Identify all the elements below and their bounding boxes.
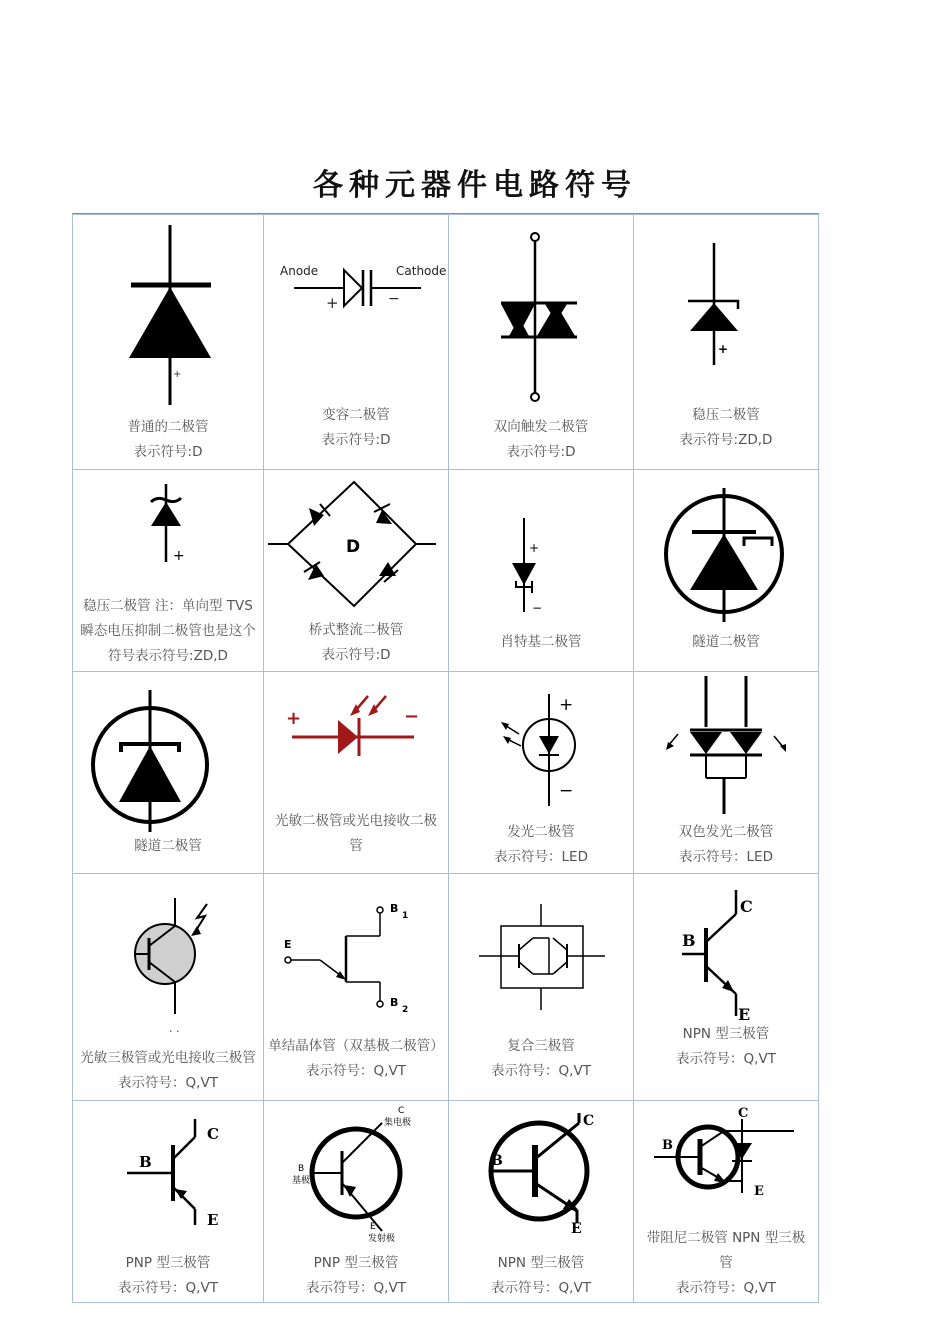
caption-line: 带阻尼二极管 NPN 型三极: [646, 1230, 806, 1246]
ordinary-diode-symbol: [73, 215, 263, 415]
cell-npn-damper: [634, 1101, 819, 1303]
svg-text:B: B: [139, 1153, 152, 1171]
caption-line: 双色发光二极管: [678, 824, 774, 840]
caption-line: 管: [349, 838, 363, 854]
cell-schottky-diode: [449, 470, 634, 672]
cell-zener-diode: [634, 215, 819, 470]
caption-line: 表示符号：Q,VT: [491, 1063, 591, 1079]
caption-line: 稳压二极管: [692, 407, 760, 423]
cell-photodiode: [264, 672, 449, 874]
caption-line: 表示符号：Q,VT: [491, 1280, 591, 1296]
led-symbol: [449, 672, 633, 822]
svg-text:B: B: [390, 996, 399, 1009]
cell-tvs-diode: [73, 470, 264, 672]
caption-line: 光敏三极管或光电接收三极管: [80, 1050, 256, 1066]
svg-text:. .: . .: [169, 1022, 180, 1035]
page-title: 各种元器件电路符号: [313, 168, 637, 203]
caption-line: 表示符号：LED: [494, 849, 588, 865]
caption-line: 肖特基二极管: [500, 634, 582, 650]
svg-text:发射极: 发射极: [368, 1234, 396, 1244]
cell-ordinary-diode: [73, 215, 264, 470]
varactor-diode-symbol: [264, 215, 448, 395]
tvs-diode-symbol: [73, 470, 263, 580]
cell-ujt: [264, 874, 449, 1101]
caption-line: 瞬态电压抑制二极管也是这个: [80, 623, 256, 639]
svg-text:Anode: Anode: [280, 264, 319, 278]
photodiode-symbol: [264, 672, 448, 782]
caption-line: 表示符号：Q,VT: [676, 1051, 776, 1067]
svg-text:E: E: [207, 1211, 219, 1229]
svg-text:−: −: [532, 601, 543, 615]
caption-line: 变容二极管: [322, 407, 390, 423]
caption-line: 隧道二极管: [134, 838, 202, 854]
caption-line: 表示符号:D: [133, 444, 203, 460]
caption-line: 表示符号：LED: [679, 849, 773, 865]
svg-text:+: +: [286, 708, 302, 729]
svg-text:+: +: [173, 369, 182, 380]
svg-text:B: B: [682, 931, 696, 950]
caption-line: 管: [719, 1255, 733, 1271]
pnp-transistor-symbol: [73, 1101, 263, 1251]
cell-npn-1: [634, 874, 819, 1101]
svg-text:C: C: [398, 1106, 405, 1116]
bridge-rectifier-symbol: [264, 470, 448, 620]
caption-line: 表示符号：Q,VT: [118, 1280, 218, 1296]
svg-text:+: +: [718, 342, 729, 356]
svg-text:E: E: [754, 1184, 764, 1199]
svg-text:2: 2: [402, 1005, 409, 1015]
cell-tunnel-diode-1: [634, 470, 819, 672]
npn-transistor-symbol: [449, 1101, 633, 1251]
svg-text:B: B: [662, 1138, 673, 1153]
tunnel-diode-symbol: [73, 672, 263, 832]
caption-line: 双向触发二极管: [493, 419, 589, 435]
caption-line: PNP 型三极管: [125, 1255, 211, 1271]
pnp-transistor-symbol: [264, 1101, 448, 1251]
cell-npn-2: [449, 1101, 634, 1303]
svg-text:E: E: [571, 1221, 582, 1237]
caption-line: 表示符号：Q,VT: [306, 1063, 406, 1079]
caption-line: 表示符号:D: [321, 432, 391, 448]
caption-line: 表示符号：Q,VT: [676, 1280, 776, 1296]
cell-led: [449, 672, 634, 874]
cell-pnp-1: [73, 1101, 264, 1303]
svg-text:C: C: [583, 1113, 595, 1129]
symbol-table: [72, 214, 819, 1303]
svg-text:E: E: [738, 1005, 751, 1024]
cell-darlington: [449, 874, 634, 1101]
caption-line: PNP 型三极管: [313, 1255, 399, 1271]
svg-text:−: −: [559, 781, 574, 801]
darlington-transistor-symbol: [449, 874, 633, 1034]
svg-text:C: C: [207, 1125, 219, 1143]
diac-symbol: [449, 215, 633, 415]
caption-line: 符号表示符号:ZD,D: [108, 648, 228, 664]
cell-pnp-2: [264, 1101, 449, 1303]
svg-text:+: +: [173, 548, 185, 564]
svg-text:E: E: [284, 938, 292, 951]
caption-line: 表示符号:D: [321, 647, 391, 663]
cell-varactor-diode: [264, 215, 449, 470]
cell-diac: [449, 215, 634, 470]
caption-line: 复合三极管: [507, 1038, 575, 1054]
svg-text:−: −: [404, 706, 420, 727]
svg-text:B: B: [298, 1164, 305, 1174]
svg-text:E: E: [370, 1222, 376, 1232]
svg-text:基极: 基极: [292, 1176, 311, 1186]
svg-text:D: D: [346, 537, 361, 557]
caption-line: 光敏二极管或光电接收二极: [275, 813, 437, 829]
svg-text:+: +: [529, 541, 540, 555]
caption-line: 桥式整流二极管: [308, 622, 404, 638]
cell-tunnel-diode-2: [73, 672, 264, 874]
schottky-diode-symbol: [449, 470, 633, 620]
caption-line: NPN 型三极管: [497, 1255, 585, 1271]
bicolor-led-symbol: [634, 672, 818, 822]
svg-text:+: +: [326, 294, 339, 312]
caption-line: 表示符号：Q,VT: [306, 1280, 406, 1296]
npn-transistor-symbol: [634, 874, 818, 1024]
svg-text:B: B: [390, 902, 399, 915]
cell-bridge-rectifier: [264, 470, 449, 672]
svg-text:−: −: [388, 291, 400, 307]
caption-line: 表示符号:ZD,D: [679, 432, 773, 448]
cell-bicolor-led: [634, 672, 819, 874]
caption-line: 发光二极管: [507, 824, 575, 840]
caption-line: 稳压二极管 注：单向型 TVS: [83, 598, 253, 614]
caption-line: NPN 型三极管: [682, 1026, 770, 1042]
caption-line: 隧道二极管: [692, 634, 760, 650]
svg-text:集电极: 集电极: [384, 1118, 412, 1128]
caption-line: 单结晶体管（双基极二极管）: [268, 1038, 444, 1054]
svg-text:1: 1: [402, 911, 409, 921]
svg-text:B: B: [491, 1153, 503, 1169]
svg-text:C: C: [738, 1106, 749, 1121]
tunnel-diode-symbol: [634, 470, 818, 625]
zener-diode-symbol: [634, 215, 818, 395]
svg-text:C: C: [740, 897, 753, 916]
ujt-symbol: [264, 874, 448, 1024]
phototransistor-symbol: [73, 874, 263, 1044]
svg-text:+: +: [559, 695, 574, 715]
npn-damper-transistor-symbol: [634, 1101, 818, 1221]
cell-phototransistor: [73, 874, 264, 1101]
svg-text:Cathode: Cathode: [396, 264, 447, 278]
caption-line: 表示符号：Q,VT: [118, 1075, 218, 1091]
caption-line: 表示符号:D: [506, 444, 576, 460]
caption-line: 普通的二极管: [127, 419, 209, 435]
